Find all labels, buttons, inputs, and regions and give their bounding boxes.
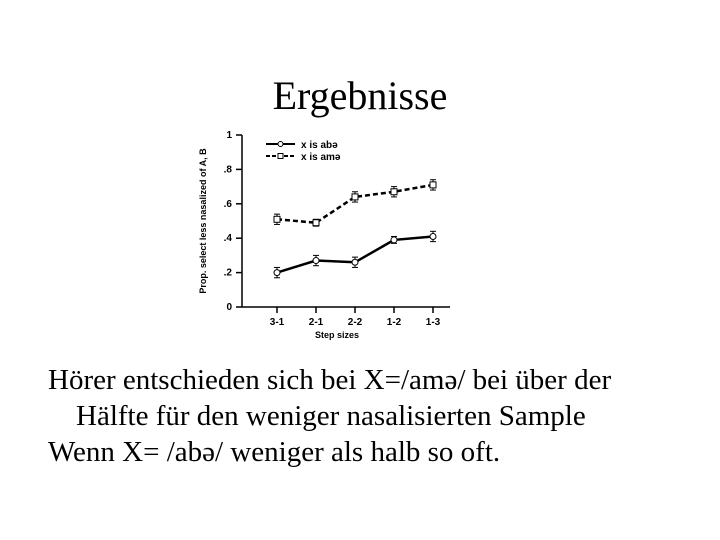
body-text [48,362,688,470]
data-point [391,237,397,243]
legend-marker [278,142,283,147]
legend-marker [278,154,283,159]
y-tick-label: .6 [223,198,232,210]
y-tick-label: .4 [223,233,232,245]
data-point [430,233,436,239]
data-point [430,182,436,188]
legend-label: x is amə [301,152,341,163]
x-tick-label: 1-2 [386,317,402,328]
x-tick-label: 2-1 [308,317,324,328]
y-axis-label: Prop. select less nasalized of A, B [198,148,208,294]
y-tick-label: 1 [226,130,232,141]
y-tick-label: .8 [223,164,232,176]
y-tick-label: .2 [223,267,232,279]
data-point [313,220,319,226]
legend-label: x is abə [301,140,338,151]
line-chart [180,118,460,348]
x-tick-label: 1-3 [425,317,441,328]
series-line-2 [277,185,433,223]
x-tick-label: 3-1 [269,317,285,328]
data-point [313,258,319,264]
data-point [274,270,280,276]
slide-title: Ergebnisse [272,73,448,118]
paragraph-2: Wenn X= /abə/ weniger als halb so oft. [48,436,501,468]
paragraph-1: Hörer entschieden sich bei X=/amə/ bei über der Hälfte für den weniger nasalisierten Sample [48,364,612,432]
data-point [391,189,397,195]
data-point [352,259,358,265]
x-axis-label: Step sizes [314,330,360,340]
data-point [274,216,280,222]
y-tick-label: 0 [226,302,232,313]
x-tick-label: 2-2 [347,317,363,328]
data-point [352,194,358,200]
